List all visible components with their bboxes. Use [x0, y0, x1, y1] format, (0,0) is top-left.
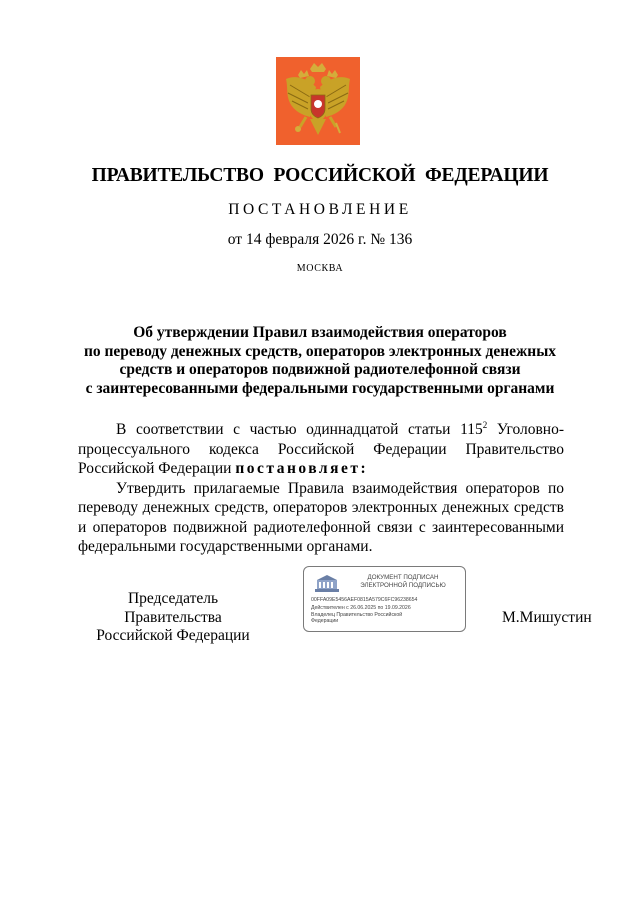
subject-line: с заинтересованными федеральными государственными органами: [85, 379, 555, 397]
subject-line: средств и операторов подвижной радиотелефонной связи: [119, 361, 521, 378]
decree-keyword: постановляет:: [235, 460, 369, 477]
government-building-icon: [314, 573, 340, 593]
article-superscript: 2: [482, 419, 488, 430]
document-city: МОСКВА: [296, 263, 344, 274]
electronic-signature-stamp: [303, 566, 466, 632]
organization-title: ПРАВИТЕЛЬСТВО РОССИЙСКОЙ ФЕДЕРАЦИИ: [91, 165, 549, 186]
document-body: [78, 420, 564, 557]
stamp-owner-continued: Федерации: [311, 618, 339, 624]
stamp-title-line: ДОКУМЕНТ ПОДПИСАН: [367, 574, 439, 581]
document-type: ПОСТАНОВЛЕНИЕ: [228, 201, 412, 218]
signer-position: [78, 590, 268, 646]
document-date-number: от 14 февраля 2026 г. № 136: [227, 231, 413, 248]
stamp-title: [344, 574, 462, 589]
signer-position-line: Российской Федерации: [96, 627, 250, 644]
stamp-owner: Владелец Правительство Российской: [311, 612, 403, 618]
subject-line: по переводу денежных средств, операторов электронных денежных: [83, 342, 557, 360]
stamp-validity: Действителен с 26.06.2025 по 19.09.2026: [311, 605, 411, 611]
stamp-certificate: 00FFA09E5456AEF0815A579C6FC96238654: [311, 597, 418, 603]
signer-name: М.Мишустин: [502, 609, 592, 626]
document-subject: [60, 324, 580, 398]
preamble-text-continued: Уголовно-процессуального кодекса Российской Федерации Правительство Российской Федерации: [78, 421, 565, 477]
signer-position-line: Председатель Правительства: [124, 590, 222, 626]
stamp-title-line: ЭЛЕКТРОННОЙ ПОДПИСЬЮ: [360, 581, 446, 589]
subject-line: Об утверждении Правил взаимодействия операторов: [133, 324, 507, 341]
coat-of-arms-emblem: [276, 57, 360, 145]
preamble-paragraph: [78, 420, 564, 479]
resolution-paragraph: Утвердить прилагаемые Правила взаимодействия операторов по переводу денежных средств, операторов электронных денежных средств и операторов подвижной радиотелефонной связи с заинтересованными федеральными государственными органами.: [78, 479, 564, 555]
preamble-text: В соответствии с частью одиннадцатой статьи 115: [116, 421, 483, 438]
